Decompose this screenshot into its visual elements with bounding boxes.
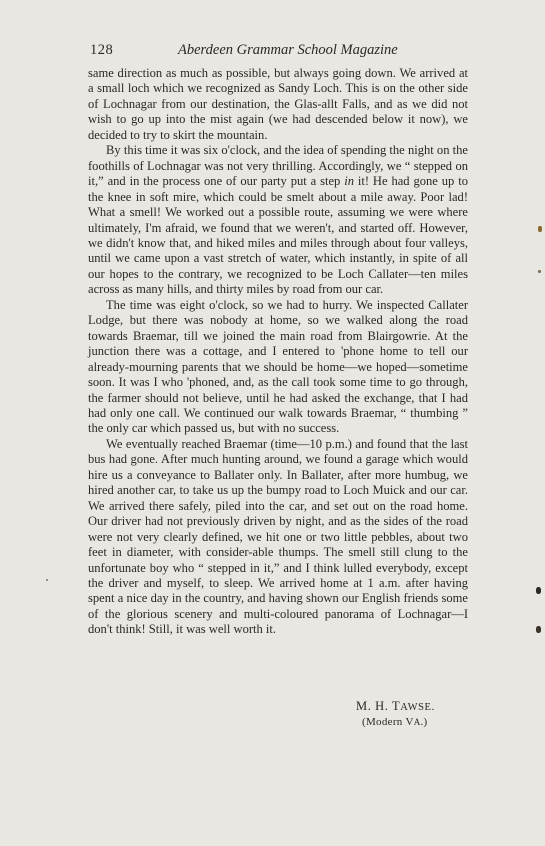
- paragraph-continuation: same direction as much as possible, but always going down. We arrived at a small loch which we recognized as Sandy Loch. This is on the other side of Lochnagar from our destination, the Glas-allt Falls, and as we did not wish to go up into the mist again (we had descended below it now), we decided to try to skirt the mountain.: [88, 66, 468, 142]
- paper-speck: [536, 626, 541, 633]
- paper-speck: [536, 587, 541, 594]
- paragraph-eight-oclock: The time was eight o'clock, so we had to hurry. We inspected Callater Lodge, but there was nobody at home, so we walked along the road towards Braemar, till we joined the main road from Blairgowrie. At the junction there was a cottage, and I entered to 'phone home to tell our already-mourning parents that we should be home—we hoped—sometime soon. It was I who 'phoned, and, as the call took some time to go through, the farmer should not believe, until he had asked the exchange, that I had had only one call. We continued our walk towards Braemar, “ thumbing ” the only car which passed us, but with no success.: [88, 297, 468, 436]
- paragraph-six-oclock: By this time it was six o'clock, and the idea of spending the night on the foothills of Lochnagar was not very thrilling. Accordingly, we “ stepped on it,” and in the process one of our party put a step in it! He had gone up to the knee in soft mire, which could be smelt about a mile away. Poor lad! What a smell! We worked out a possible route, assuming we were where ultimately, I'm afraid, we found that we weren't, and started off. However, we didn't know that, and hiked miles and miles through about four valleys, until we came upon a vast stretch of water, which instantly, in spite of all our hopes to the contrary, we recognized to be Loch Callater—ten miles across as many hills, and thirty miles by road from our car.: [88, 143, 468, 297]
- running-title: Aberdeen Grammar School Magazine: [178, 42, 398, 58]
- paper-speck: [538, 226, 542, 232]
- page-header: [90, 42, 467, 60]
- paragraph-braemar: We eventually reached Braemar (time—10 p.m.) and found that the last bus had gone. After much hunting around, we found a garage which would hire us a conveyance to Ballater only. In Ballater, after more humbug, we hired another car, to take us up the bumpy road to Loch Muick and our car. We arrived there safely, piled into the car, and set out on the road home. Our driver had not previously driven by night, and as the sides of the road were not very clearly defined, we hit one or two little pebbles, about two feet in diameter, with consider-able thumps. The smell still clung to the unfortunate boy who “ stepped in it,” and I think lulled everybody, except the driver and myself, to sleep. We arrived home at 1 a.m. after having spent a nice day in the country, and having shown our English friends some of the glorious scenery and multi-coloured panorama of Lochnagar—I don't think! Still, it was well worth it.: [88, 436, 468, 637]
- article-body: [88, 66, 468, 638]
- paper-speck: [538, 270, 541, 273]
- page-number: 128: [90, 42, 114, 58]
- author-signature: M. H. TAWSE.: [356, 699, 435, 713]
- paper-speck: [46, 579, 48, 581]
- author-affiliation: (Modern VA.): [362, 716, 428, 728]
